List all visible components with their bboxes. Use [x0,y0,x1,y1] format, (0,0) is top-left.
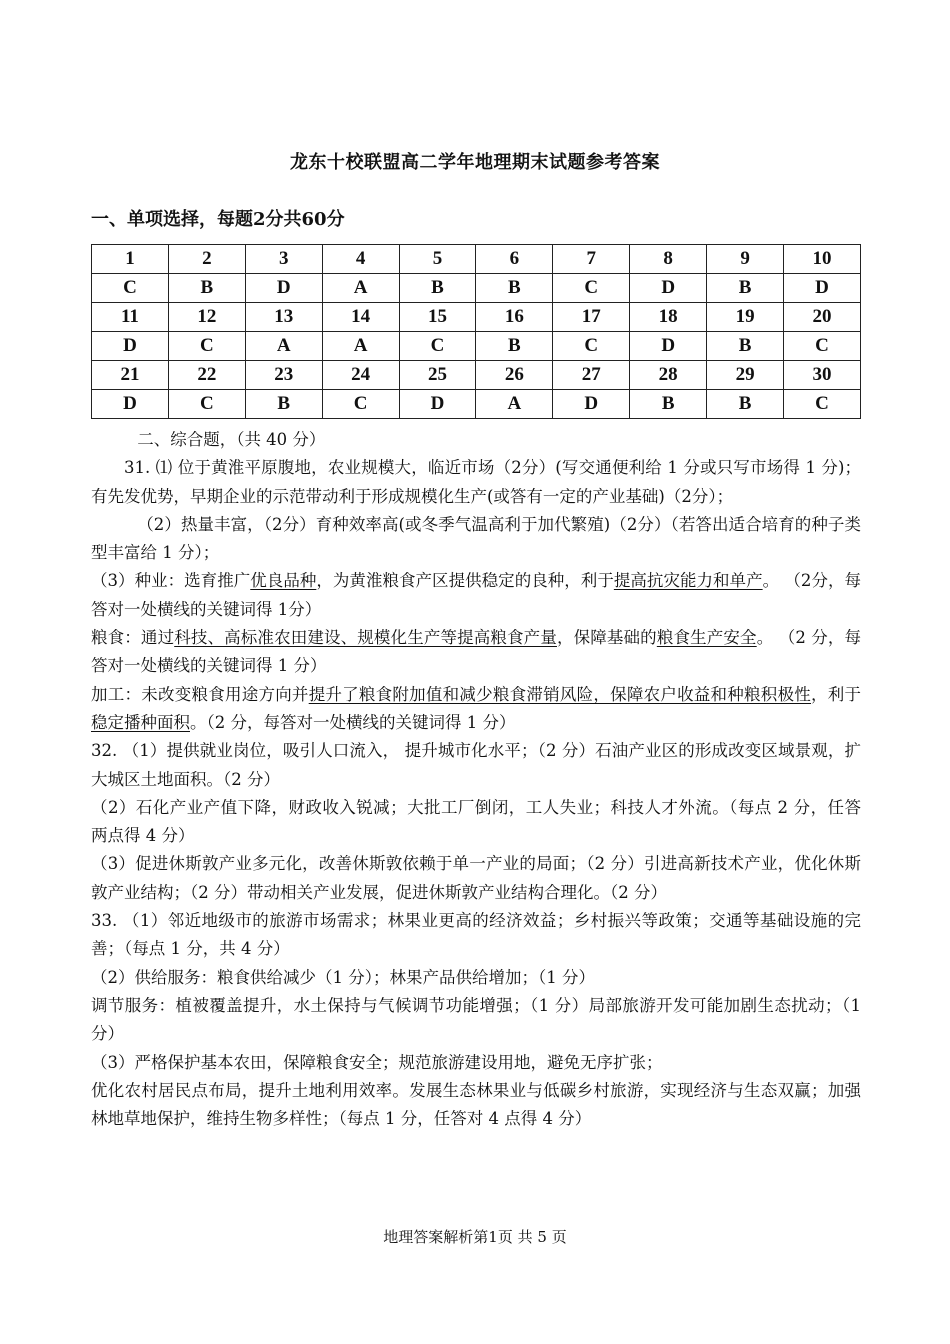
table-cell: 7 [553,245,630,274]
table-cell: 23 [245,361,322,390]
table-row-numbers [92,361,861,390]
table-cell: 19 [707,303,784,332]
q31-part3-processing: 加工：未改变粮食用途方向并提升了粮食附加值和减少粮食滞销风险，保障农户收益和种粮积极性，利于稳定播种面积。（2 分，每答对一处横线的关键词得 1 分） [91,684,862,732]
table-cell: D [399,390,476,419]
page-title: 龙东十校联盟高二学年地理期末试题参考答案 [290,152,660,173]
table-cell: D [630,332,707,361]
q32-part1: 32. （1）提供就业岗位，吸引人口流入， 提升城市化水平；（2 分）石油产业区的形成改变区域景观，扩大城区土地面积。（2 分） [91,741,861,789]
table-cell: C [553,332,630,361]
q32-part3: （3）促进休斯敦产业多元化，改善休斯敦依赖于单一产业的局面；（2 分）引进高新技术产业，优化休斯敦产业结构；（2 分）带动相关产业发展，促进休斯敦产业结构合理化。（2 分） [91,854,861,902]
table-cell: C [168,332,245,361]
table-cell: A [322,332,399,361]
answer-table [91,244,861,419]
table-cell: B [707,274,784,303]
table-cell: 26 [476,361,553,390]
section1-heading: 一、单项选择，每题2分共60分 [91,209,345,230]
table-cell: D [92,390,169,419]
q32-part2: （2）石化产业产值下降，财政收入锐减；大批工厂倒闭，工人失业；科技人才外流。（每点 2 分，任答 两点得 4 分） [91,797,861,846]
table-cell: 9 [707,245,784,274]
table-cell: 12 [168,303,245,332]
table-cell: C [168,390,245,419]
table-cell: 25 [399,361,476,390]
table-cell: D [630,274,707,303]
table-cell: 14 [322,303,399,332]
table-cell: C [784,390,861,419]
table-cell: D [245,274,322,303]
table-cell: 3 [245,245,322,274]
table-cell: 8 [630,245,707,274]
table-row-answers [92,274,861,303]
table-cell: 24 [322,361,399,390]
table-cell: C [322,390,399,419]
q31-part1: 31. ⑴ 位于黄淮平原腹地，农业规模大，临近市场（2分）(写交通便利给 1 分或只写市场得 1 分)；有先发优势，早期企业的示范带动利于形成规模化生产(或答有一定的产业基础)（2分）； [91,458,861,506]
table-cell: 30 [784,361,861,390]
section2-heading: 二、综合题，（共 40 分） [137,430,326,449]
table-cell: D [553,390,630,419]
q33-part2: （2）供给服务：粮食供给减少（1 分）；林果产品供给增加；（1 分） [91,967,595,987]
table-cell: 11 [92,303,169,332]
q33-part3: （3）严格保护基本农田，保障粮食安全；规范旅游建设用地，避免无序扩张； [91,1052,663,1072]
table-cell: 20 [784,303,861,332]
table-cell: 6 [476,245,553,274]
table-cell: 27 [553,361,630,390]
q33-part3-cont: 优化农村居民点布局，提升土地利用效率。发展生态林果业与低碳乡村旅游，实现经济与生态双赢；加强林地草地保护，维持生物多样性；（每点 1 分，任答对 4 点得 4 分） [91,1080,861,1129]
table-cell: A [476,390,553,419]
q33-part2-regulation: 调节服务：植被覆盖提升，水土保持与气候调节功能增强；（1 分）局部旅游开发可能加剧生态扰动；（1 分） [91,995,861,1044]
table-cell: 17 [553,303,630,332]
table-cell: B [476,332,553,361]
table-cell: C [553,274,630,303]
q31-part2: （2）热量丰富，（2分）育种效率高(或冬季气温高利于加代繁殖)（2分）（若答出适合培育的种子类型丰富给 1 分）； [91,514,861,563]
table-cell: 4 [322,245,399,274]
table-cell: B [476,274,553,303]
table-cell: B [399,274,476,303]
table-cell: 28 [630,361,707,390]
q33-part1: 33. （1）邻近地级市的旅游市场需求；林果业更高的经济效益；乡村振兴等政策；交通等基础设施的完善；（每点 1 分，共 4 分） [91,911,861,959]
table-cell: A [322,274,399,303]
table-cell: B [168,274,245,303]
table-cell: 22 [168,361,245,390]
section2-body [91,426,861,1133]
table-cell: 16 [476,303,553,332]
table-row-numbers [92,303,861,332]
table-cell: B [707,332,784,361]
table-row-answers [92,390,861,419]
table-cell: B [245,390,322,419]
table-cell: 29 [707,361,784,390]
table-cell: 2 [168,245,245,274]
table-cell: C [784,332,861,361]
table-cell: D [92,332,169,361]
table-cell: D [784,274,861,303]
page-footer: 地理答案解析第1页 共 5 页 [383,1228,567,1246]
table-cell: 13 [245,303,322,332]
table-cell: C [399,332,476,361]
table-cell: A [245,332,322,361]
table-cell: B [630,390,707,419]
table-row-answers [92,332,861,361]
table-cell: 10 [784,245,861,274]
q31-part3-grain: 粮食：通过科技、高标准农田建设、规模化生产等提高粮食产量，保障基础的粮食生产安全。 （2 分，每答对一处横线的关键词得 1 分） [91,628,862,676]
table-cell: 21 [92,361,169,390]
table-row-numbers [92,245,861,274]
table-cell: 18 [630,303,707,332]
table-cell: 1 [92,245,169,274]
q31-part3: （3）种业：选育推广优良品种，为黄淮粮食产区提供稳定的良种，利于提高抗灾能力和单产。 （2分，每答对一处横线的关键词得 1分） [91,571,862,619]
table-cell: 5 [399,245,476,274]
table-cell: 15 [399,303,476,332]
table-cell: C [92,274,169,303]
table-cell: B [707,390,784,419]
